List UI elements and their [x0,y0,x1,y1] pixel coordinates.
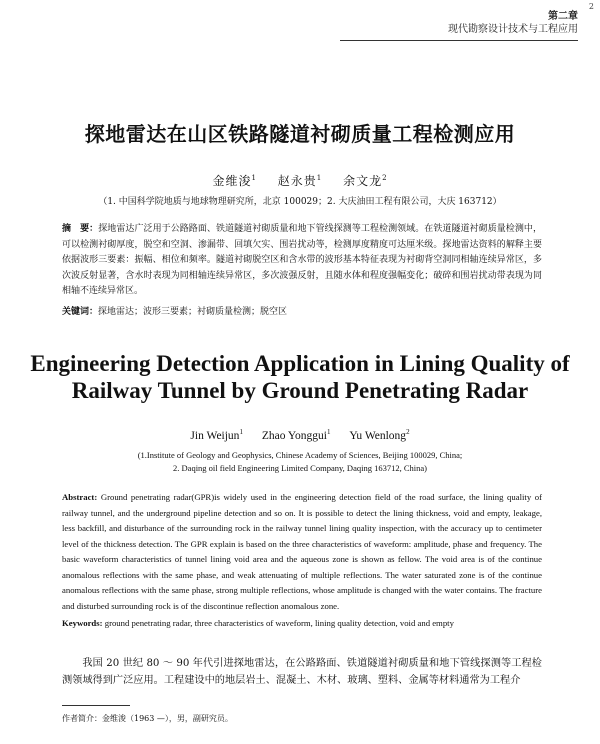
abstract-en-text: Ground penetrating radar(GPR)is widely used in the engineering detection field of the road surface, the lining quality of railway tunnel, and the underground pipeline detection and so on. It is possible to detect the lining thickness, void and empty, leakage, less backfill, and disturbance of the surrounding rock in the railway tunnel lining quality inspection, with the accuracy up to centimeter level of the thickness detection. The GPR explain is based on the three characteristics of waveform: amplitude, phase and frequency. The basic waveform characteristics of tunnel lining void area and the aqueous zone is shown as fellow. The void area is of the continue anomalous reflections with the same phase, and weak attenuating of multiple reflections. The water saturated zone is of the continue anomalous reflections with the same phase, strong multiple reflections, whose amplitude is changed with the water contains. The fracture and disturbed surrounding rock is of the discontinue reflection anomalous zone. [62,492,543,611]
abstract-cn-label: 摘 要： [62,224,99,234]
author-cn: 赵永贵$^1$ [277,174,323,188]
header-rule [340,40,578,41]
abstract-chinese [62,222,542,300]
header-chapter: 第二章 [548,11,578,22]
keywords-cn-text: 探地雷达；波形三要素；衬砌质量检测；脱空区 [98,307,288,317]
header-section: 现代勘察设计技术与工程应用 [448,24,578,35]
author-cn: 金维浚$^1$ [212,174,257,188]
affiliation-english [0,449,600,475]
abstract-en-label: Abstract: [62,492,98,502]
authors-english [0,428,600,442]
footnote-rule [62,705,130,706]
title-english [0,350,600,404]
author-footnote: 作者简介：金维浚（1963 —），男，副研究员。 [62,714,233,723]
author-en: Zhao Yonggui$^1$ [261,428,331,442]
title-en-line: Engineering Detection Application in Lining Quality of [30,351,570,376]
affil-en-line: (1.Institute of Geology and Geophysics, Chinese Academy of Sciences, Beijing 100029, China; [137,450,463,460]
corner-mark: 2 [588,2,594,11]
title-chinese: 探地雷达在山区铁路隧道衬砌质量工程检测应用 [84,122,516,146]
title-en-line: Railway Tunnel by Ground Penetrating Radar [71,378,529,403]
affiliation-chinese: （1. 中国科学院地质与地球物理研究所，北京 100029；2. 大庆油田工程有限公司，大庆 163712） [98,197,502,207]
body-text: 我国 20 世纪 80 ～ 90 年代引进探地雷达，在公路路面、铁道隧道衬砌质量和地下管线探测等工程检测领域得到广泛应用。工程建设中的地层岩土、混凝土、木材、玻璃、塑料、金属等材料通常为工程介 [62,658,542,686]
author-en: Jin Weijun$^1$ [190,428,243,442]
keywords-english [62,618,542,628]
keywords-chinese [62,304,542,317]
abstract-cn-text: 探地雷达广泛用于公路路面、铁道隧道衬砌质量和地下管线探测等工程检测领域。在铁道隧道衬砌质量检测中，可以检测衬砌厚度，脱空和空洞、渗漏带、回填欠实、围岩扰动等，检测厚度精度可达厘米级。探地雷达资料的解释主要依据波形三要素：振幅、相位和频率。隧道衬砌脱空区和含水带的波形基本特征表现为衬砌背空洞同相轴连续异常区，多次波反射显著，含水时表现为同相轴连续异常区，多次波强反射，且随水体和程度强幅变化；破碎和围岩扰动带表现为同相轴不连续异常区。 [62,224,542,296]
running-header [448,10,578,36]
authors-chinese [0,172,600,189]
abstract-english [62,490,542,614]
keywords-cn-label: 关键词： [62,307,99,317]
author-cn: 余文龙$^2$ [343,174,388,188]
keywords-en-text: ground penetrating radar, three characteristics of waveform, lining quality detection, void and empty [104,618,454,628]
affil-en-line: 2. Daqing oil field Engineering Limited Company, Daqing 163712, China) [173,463,427,473]
author-en: Yu Wenlong$^2$ [349,428,410,442]
keywords-en-label: Keywords: [62,618,103,628]
